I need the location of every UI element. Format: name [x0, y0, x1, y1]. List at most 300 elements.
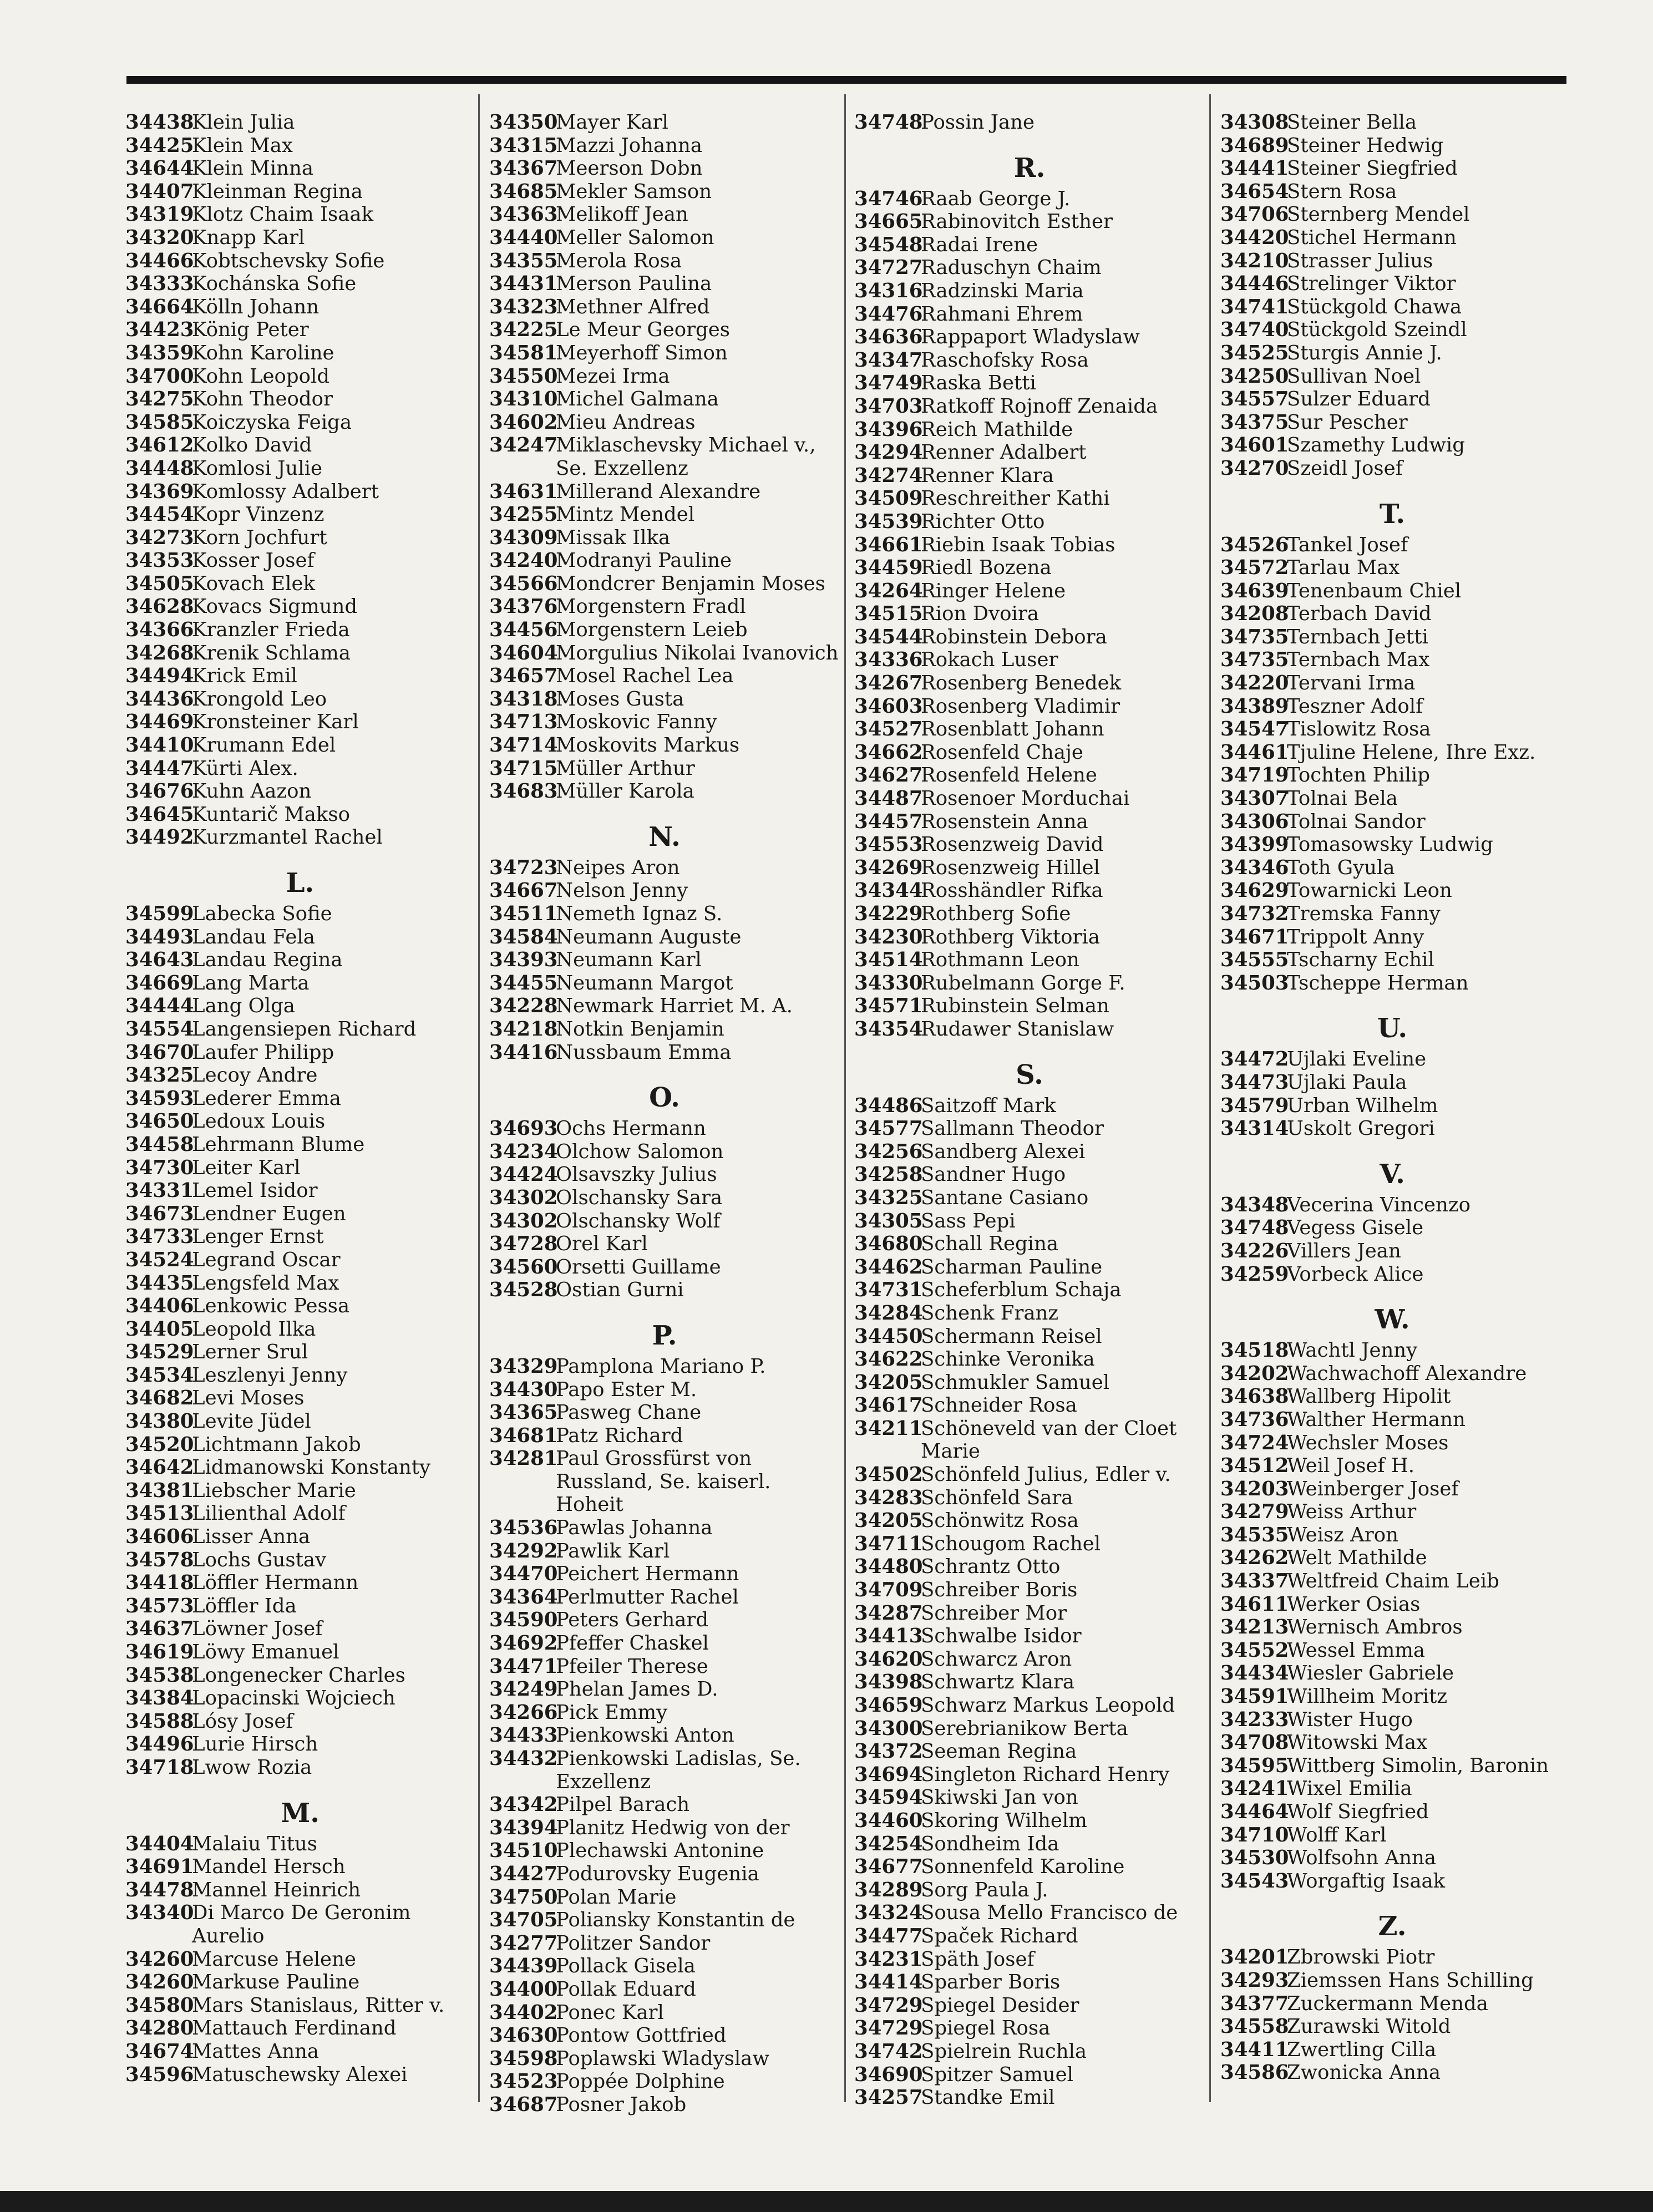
entry-number: 34399	[1220, 833, 1289, 856]
entry-number: 34325	[125, 1064, 194, 1087]
entry-number: 34469	[125, 711, 194, 734]
entry-number: 34724	[1220, 1431, 1289, 1454]
list-item	[125, 642, 475, 665]
entry-name: Planitz Hedwig von der	[556, 1816, 790, 1839]
list-item	[125, 1318, 475, 1341]
entry-name: Urban Wilhelm	[1287, 1094, 1438, 1117]
list-item	[1220, 1593, 1564, 1616]
entry-number: 34250	[1220, 364, 1289, 388]
entry-number: 34376	[489, 595, 558, 618]
entry-name: Rion Dvoira	[921, 602, 1039, 626]
entry-name: Politzer Sandor	[556, 1931, 711, 1955]
entry-name: Rosenblatt Johann	[921, 718, 1104, 741]
list-item	[125, 572, 475, 596]
entry-name: Renner Adalbert	[921, 441, 1087, 464]
entry-name: Kovach Elek	[192, 572, 315, 595]
entry-name: Leopold Ilka	[192, 1317, 316, 1341]
list-item	[854, 441, 1205, 464]
list-item	[125, 664, 475, 688]
list-item	[489, 1932, 840, 1955]
entry-number: 34662	[854, 740, 923, 764]
entry-number: 34732	[1220, 902, 1289, 925]
entry-number: 34318	[489, 687, 558, 711]
entry-number: 34260	[125, 1971, 194, 1994]
entry-name: Rosenzweig Hillel	[921, 856, 1101, 879]
entry-number: 34375	[1220, 410, 1289, 434]
list-item	[854, 1394, 1205, 1417]
list-item	[1220, 764, 1564, 787]
entry-number: 34406	[125, 1295, 194, 1318]
entry-number: 34472	[1220, 1048, 1289, 1071]
list-item	[1220, 1639, 1564, 1662]
entry-number: 34527	[854, 718, 923, 741]
entry-number: 34405	[125, 1317, 194, 1341]
list-item	[489, 664, 840, 688]
entry-name: Krongold Leo	[192, 687, 327, 711]
entry-name: Rosshändler Rifka	[921, 879, 1103, 902]
entry-name: Lecoy Andre	[192, 1064, 318, 1087]
list-item	[125, 203, 475, 226]
entry-number: 34404	[125, 1832, 194, 1855]
entry-number: 34505	[125, 572, 194, 595]
entry-name: Krick Emil	[192, 664, 297, 688]
entry-name: Miklaschevsky Michael v., Se. Exzellenz	[556, 434, 816, 480]
list-item	[489, 1955, 840, 1978]
entry-number: 34228	[489, 995, 558, 1018]
entry-name: Sousa Mello Francisco de	[921, 1901, 1178, 1925]
entry-name: Zuckermann Menda	[1287, 1992, 1488, 2015]
list-item	[125, 757, 475, 780]
entry-number: 34320	[125, 226, 194, 249]
list-item	[1220, 2015, 1564, 2038]
entry-name: Spiegel Desider	[921, 1993, 1079, 2017]
list-item	[1220, 1500, 1564, 1524]
entry-number: 34705	[489, 1909, 558, 1932]
list-item	[489, 1378, 840, 1402]
entry-name: Perlmutter Rachel	[556, 1585, 739, 1609]
entry-name: Kobtschevsky Sofie	[192, 249, 385, 272]
entry-number: 34340	[125, 1901, 194, 1925]
entry-name: Rabinovitch Esther	[921, 210, 1113, 234]
entry-name: Zwonicka Anna	[1287, 2061, 1441, 2084]
list-item	[489, 1909, 840, 1932]
list-item	[854, 1279, 1205, 1302]
entry-name: Rosenberg Benedek	[921, 672, 1122, 695]
list-item	[1220, 787, 1564, 810]
list-item	[489, 1863, 840, 1886]
entry-name: Mekler Samson	[556, 180, 712, 203]
entry-number: 34727	[854, 256, 923, 280]
entry-number: 34240	[489, 549, 558, 572]
entry-number: 34601	[1220, 434, 1289, 457]
entry-name: Raska Betti	[921, 372, 1036, 395]
list-item	[125, 272, 475, 296]
entry-number: 34511	[489, 902, 558, 925]
entry-name: Kohn Karoline	[192, 341, 334, 364]
list-item	[854, 464, 1205, 488]
entry-number: 34410	[125, 734, 194, 757]
list-item	[489, 203, 840, 226]
list-item	[854, 326, 1205, 349]
entry-name: Sandner Hugo	[921, 1163, 1066, 1186]
entry-number: 34520	[125, 1433, 194, 1456]
entry-number: 34418	[125, 1571, 194, 1595]
entry-name: Lehrmann Blume	[192, 1133, 365, 1156]
list-item	[854, 879, 1205, 902]
entry-number: 34307	[1220, 787, 1289, 810]
entry-number: 34226	[1220, 1239, 1289, 1262]
entry-number: 34398	[854, 1671, 923, 1694]
entry-number: 34669	[125, 971, 194, 995]
entry-number: 34525	[1220, 341, 1289, 364]
entry-number: 34512	[1220, 1454, 1289, 1478]
list-item	[125, 1948, 475, 1971]
entry-name: Zwertling Cilla	[1287, 2038, 1437, 2061]
entry-name: Weinberger Josef	[1287, 1477, 1459, 1500]
entry-number: 34434	[1220, 1662, 1289, 1685]
list-item	[854, 995, 1205, 1018]
list-item	[854, 395, 1205, 418]
entry-name: Tislowitz Rosa	[1287, 718, 1431, 741]
list-item	[1220, 1992, 1564, 2016]
entry-name: Nemeth Ignaz S.	[556, 902, 723, 925]
entry-number: 34473	[1220, 1071, 1289, 1094]
list-item	[854, 1694, 1205, 1717]
entry-name: Tjuline Helene, Ihre Exz.	[1287, 740, 1536, 764]
entry-name: Klein Julia	[192, 111, 295, 134]
entry-number: 34552	[1220, 1638, 1289, 1662]
list-item	[489, 972, 840, 995]
entry-number: 34566	[489, 572, 558, 595]
entry-number: 34742	[854, 2039, 923, 2063]
entry-number: 34264	[854, 579, 923, 602]
entry-number: 34347	[854, 348, 923, 372]
entry-number: 34687	[489, 2093, 558, 2116]
entry-name: Löffler Ida	[192, 1594, 297, 1617]
entry-number: 34494	[125, 664, 194, 688]
entry-number: 34711	[854, 1532, 923, 1555]
entry-number: 34316	[854, 279, 923, 302]
entry-number: 34448	[125, 456, 194, 480]
list-item	[854, 1210, 1205, 1233]
entry-name: Werker Osias	[1287, 1592, 1421, 1616]
entry-number: 34654	[1220, 180, 1289, 203]
entry-name: Markuse Pauline	[192, 1971, 360, 1994]
entry-name: Schwarcz Aron	[921, 1647, 1072, 1671]
entry-name: Scheferblum Schaja	[921, 1279, 1122, 1302]
entry-number: 34554	[125, 1017, 194, 1041]
entry-name: Witowski Max	[1287, 1731, 1428, 1754]
entry-name: Weltfreid Chaim Leib	[1287, 1570, 1499, 1593]
entry-number: 34280	[125, 2017, 194, 2040]
entry-name: Podurovsky Eugenia	[556, 1862, 759, 1885]
entry-name: Landau Regina	[192, 948, 343, 972]
list-item	[489, 1839, 840, 1863]
entry-name: Lang Marta	[192, 971, 310, 995]
entry-number: 34493	[125, 925, 194, 948]
entry-name: Olsavszky Julius	[556, 1163, 717, 1186]
entry-number: 34241	[1220, 1777, 1289, 1800]
entry-name: Sorg Paula J.	[921, 1878, 1048, 1901]
entry-number: 34477	[854, 1924, 923, 1947]
entry-name: Marcuse Helene	[192, 1947, 356, 1971]
list-item	[854, 1163, 1205, 1186]
entry-name: Schneider Rosa	[921, 1394, 1077, 1417]
entry-number: 34620	[854, 1647, 923, 1671]
entry-number: 34670	[125, 1041, 194, 1064]
entry-name: Sandberg Alexei	[921, 1140, 1086, 1163]
entry-name: Kürti Alex.	[192, 757, 298, 780]
entry-number: 34674	[125, 2039, 194, 2063]
list-item	[854, 1371, 1205, 1394]
list-item	[854, 1417, 1205, 1463]
entry-number: 34203	[1220, 1477, 1289, 1500]
list-item	[125, 1410, 475, 1433]
entry-name: Schöneveld van der Cloet Marie	[921, 1417, 1177, 1463]
entry-name: Wachtl Jenny	[1287, 1339, 1418, 1362]
entry-number: 34718	[125, 1756, 194, 1779]
entry-number: 34680	[854, 1232, 923, 1256]
entry-number: 34528	[489, 1279, 558, 1302]
entry-name: Tomasowsky Ludwig	[1287, 833, 1493, 856]
entry-number: 34393	[489, 948, 558, 972]
entry-name: Steiner Hedwig	[1287, 134, 1444, 157]
list-item	[489, 642, 840, 665]
list-item	[1220, 602, 1564, 626]
entry-name: Ziemssen Hans Schilling	[1287, 1969, 1534, 1992]
entry-number: 34578	[125, 1548, 194, 1571]
list-item	[854, 1579, 1205, 1602]
entry-name: Peters Gerhard	[556, 1609, 709, 1632]
list-item	[1220, 1408, 1564, 1432]
entry-name: Lwow Rozia	[192, 1756, 312, 1779]
entry-name: Wolff Karl	[1287, 1823, 1387, 1846]
entry-name: Moskovic Fanny	[556, 711, 717, 734]
entry-name: Lilienthal Adolf	[192, 1502, 346, 1525]
entry-number: 34619	[125, 1641, 194, 1663]
list-item	[489, 1886, 840, 1909]
entry-name: Stückgold Szeindl	[1287, 318, 1467, 342]
entry-number: 34604	[489, 641, 558, 664]
entry-name: Mezei Irma	[556, 364, 670, 388]
entry-number: 34435	[125, 1271, 194, 1295]
entry-number: 34534	[125, 1363, 194, 1387]
entry-name: Löwy Emanuel	[192, 1641, 339, 1663]
list-item	[854, 372, 1205, 395]
list-item	[1220, 1240, 1564, 1263]
entry-number: 34353	[125, 549, 194, 572]
list-item	[125, 1133, 475, 1156]
list-item	[1220, 695, 1564, 718]
entry-number: 34289	[854, 1878, 923, 1901]
list-item	[854, 111, 1205, 134]
list-item	[1220, 741, 1564, 764]
entry-number: 34628	[125, 595, 194, 618]
entry-number: 34664	[125, 295, 194, 318]
entry-name: Lendner Eugen	[192, 1202, 346, 1225]
entry-number: 34336	[854, 648, 923, 672]
scan-edge	[0, 2191, 1653, 2212]
entry-name: Olschansky Wolf	[556, 1209, 721, 1232]
entry-number: 34503	[1220, 971, 1289, 995]
entry-name: Weisz Aron	[1287, 1523, 1399, 1546]
entry-name: Olchow Salomon	[556, 1140, 724, 1163]
entry-name: Lochs Gustav	[192, 1548, 327, 1571]
column-divider	[1209, 94, 1211, 2102]
entry-name: Rothberg Viktoria	[921, 925, 1100, 948]
entry-number: 34354	[854, 1017, 923, 1041]
list-item	[125, 1595, 475, 1618]
entry-number: 34694	[854, 1763, 923, 1786]
entry-number: 34446	[1220, 272, 1289, 296]
list-item	[125, 2040, 475, 2063]
list-item	[125, 1833, 475, 1856]
entry-number: 34553	[854, 833, 923, 856]
entry-name: Mars Stanislaus, Ritter v.	[192, 1993, 445, 2017]
entry-name: Löwner Josef	[192, 1617, 323, 1641]
list-item	[1220, 1616, 1564, 1639]
entry-name: Morgulius Nikolai Ivanovich	[556, 641, 839, 664]
entry-number: 34555	[1220, 948, 1289, 972]
list-item	[125, 1687, 475, 1710]
entry-number: 34274	[854, 464, 923, 487]
list-item	[125, 972, 475, 995]
list-item	[1220, 1362, 1564, 1386]
list-item	[489, 388, 840, 411]
entry-name: Methner Alfred	[556, 295, 710, 318]
list-item	[125, 411, 475, 434]
list-item	[1220, 1546, 1564, 1570]
entry-number: 34572	[1220, 556, 1289, 580]
list-item	[125, 2063, 475, 2087]
entry-number: 34380	[125, 1410, 194, 1433]
list-item	[854, 626, 1205, 649]
entry-number: 34657	[489, 664, 558, 688]
entry-name: Steiner Siegfried	[1287, 157, 1458, 180]
entry-name: Neipes Aron	[556, 856, 680, 879]
entry-number: 34323	[489, 295, 558, 318]
entry-name: Schönwitz Rosa	[921, 1509, 1079, 1533]
list-item	[854, 648, 1205, 672]
entry-name: Lopacinski Wojciech	[192, 1687, 395, 1710]
entry-name: Ledoux Louis	[192, 1110, 326, 1133]
list-item	[489, 480, 840, 504]
entry-name: Levi Moses	[192, 1387, 305, 1410]
entry-number: 34523	[489, 2070, 558, 2093]
entry-number: 34748	[854, 111, 923, 134]
entry-name: Mattauch Ferdinand	[192, 2017, 397, 2040]
entry-name: Possin Jane	[921, 111, 1035, 134]
list-item	[489, 1609, 840, 1632]
section-heading: S.	[1016, 1059, 1043, 1090]
list-item	[1220, 296, 1564, 319]
entry-number: 34529	[125, 1341, 194, 1364]
entry-number: 34464	[1220, 1800, 1289, 1823]
entry-name: Legrand Oscar	[192, 1248, 341, 1271]
entry-number: 34622	[854, 1348, 923, 1371]
section-heading: W.	[1375, 1304, 1410, 1336]
list-item	[854, 1925, 1205, 1948]
entry-name: Rokach Luser	[921, 648, 1058, 672]
entry-name: Mattes Anna	[192, 2039, 320, 2063]
entry-name: Langensiepen Richard	[192, 1017, 417, 1041]
entry-number: 34342	[489, 1793, 558, 1817]
entry-name: Mieu Andreas	[556, 410, 696, 434]
entry-name: Welt Mathilde	[1287, 1546, 1427, 1570]
list-item	[1220, 1708, 1564, 1732]
entry-name: Santane Casiano	[921, 1186, 1089, 1209]
list-item	[125, 1756, 475, 1779]
entry-name: Sternberg Mendel	[1287, 203, 1470, 226]
entry-name: Sass Pepi	[921, 1209, 1016, 1232]
entry-name: Rosenstein Anna	[921, 810, 1088, 833]
list-item	[854, 787, 1205, 810]
entry-name: Terbach David	[1287, 602, 1432, 626]
list-item	[854, 672, 1205, 695]
entry-name: Moses Gusta	[556, 687, 684, 711]
entry-name: Orel Karl	[556, 1232, 648, 1256]
entry-number: 34535	[1220, 1523, 1289, 1546]
entry-name: Pilpel Barach	[556, 1793, 690, 1817]
entry-number: 34673	[125, 1202, 194, 1225]
entry-number: 34708	[1220, 1731, 1289, 1754]
entry-name: Pamplona Mariano P.	[556, 1354, 766, 1378]
list-item	[1220, 948, 1564, 972]
list-item	[1220, 926, 1564, 949]
entry-number: 34536	[489, 1516, 558, 1540]
entry-number: 34436	[125, 687, 194, 711]
section-heading: V.	[1380, 1158, 1405, 1190]
entry-number: 34703	[854, 394, 923, 418]
list-item	[489, 780, 840, 803]
list-item	[1220, 411, 1564, 434]
list-item	[854, 2063, 1205, 2087]
list-item	[489, 1793, 840, 1817]
entry-number: 34205	[854, 1371, 923, 1394]
list-item	[1220, 1685, 1564, 1708]
entry-number: 34259	[1220, 1262, 1289, 1286]
entry-name: Lengsfeld Max	[192, 1271, 339, 1295]
entry-number: 34425	[125, 134, 194, 157]
list-item	[854, 926, 1205, 949]
entry-number: 34308	[1220, 111, 1289, 134]
entry-name: Robinstein Debora	[921, 625, 1107, 648]
list-item	[489, 1562, 840, 1586]
entry-number: 34423	[125, 318, 194, 342]
list-item	[1220, 972, 1564, 995]
entry-number: 34438	[125, 111, 194, 134]
entry-name: Sondheim Ida	[921, 1832, 1059, 1855]
list-item	[854, 1671, 1205, 1694]
entry-number: 34364	[489, 1585, 558, 1609]
list-item	[854, 534, 1205, 557]
entry-name: Schrantz Otto	[921, 1555, 1061, 1579]
entry-number: 34558	[1220, 2015, 1289, 2038]
entry-name: Tolnai Bela	[1287, 787, 1398, 810]
list-item	[854, 1140, 1205, 1164]
list-item	[489, 902, 840, 926]
list-item	[125, 1064, 475, 1087]
entry-number: 34693	[489, 1117, 558, 1140]
list-item	[854, 234, 1205, 257]
entry-name: Richter Otto	[921, 510, 1045, 533]
entry-number: 34571	[854, 995, 923, 1018]
entry-name: Steiner Bella	[1287, 111, 1417, 134]
entry-number: 34441	[1220, 157, 1289, 180]
entry-name: Le Meur Georges	[556, 318, 731, 342]
entry-name: Tolnai Sandor	[1287, 810, 1426, 833]
entry-number: 34396	[854, 418, 923, 441]
